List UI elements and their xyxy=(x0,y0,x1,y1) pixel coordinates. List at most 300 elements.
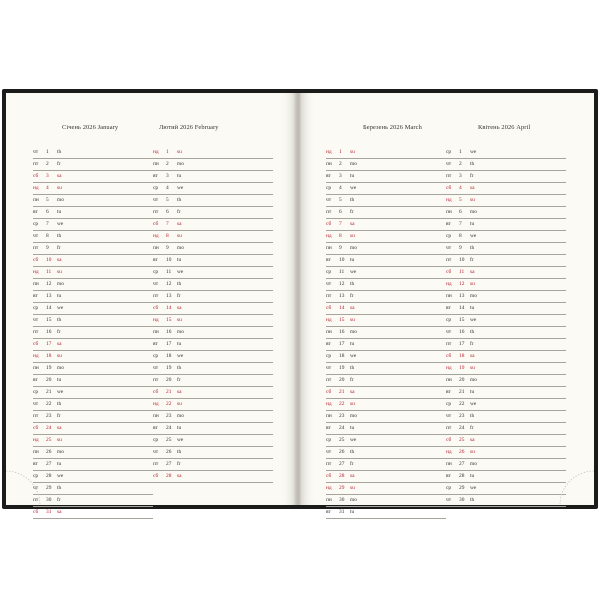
weekday-ua: нд xyxy=(33,185,39,191)
weekday-ua: сб xyxy=(33,257,39,263)
weekday-en: mo xyxy=(177,413,184,419)
weekday-en: su xyxy=(57,269,62,275)
weekday-ua: вт xyxy=(33,209,38,215)
weekday-ua: нд xyxy=(326,317,332,323)
day-list-april xyxy=(446,147,566,507)
weekday-en: th xyxy=(57,317,62,323)
weekday-en: tu xyxy=(57,377,62,383)
day-row xyxy=(326,243,446,255)
day-row xyxy=(326,159,446,171)
weekday-en: su xyxy=(350,317,355,323)
day-number: 1 xyxy=(459,149,462,155)
day-row xyxy=(33,147,153,159)
day-number: 9 xyxy=(459,245,462,251)
day-number: 31 xyxy=(46,509,52,515)
day-number: 4 xyxy=(46,185,49,191)
day-row xyxy=(33,243,153,255)
day-number: 12 xyxy=(459,281,465,287)
weekday-en: sa xyxy=(57,425,62,431)
day-number: 17 xyxy=(339,341,345,347)
weekday-en: th xyxy=(350,449,355,455)
day-row xyxy=(33,195,153,207)
day-number: 4 xyxy=(339,185,342,191)
day-number: 25 xyxy=(166,437,172,443)
weekday-en: sa xyxy=(470,437,475,443)
day-number: 1 xyxy=(46,149,49,155)
weekday-ua: чт xyxy=(326,449,332,455)
day-number: 20 xyxy=(339,377,345,383)
weekday-en: mo xyxy=(350,245,357,251)
day-number: 28 xyxy=(339,473,345,479)
weekday-ua: чт xyxy=(446,497,452,503)
day-number: 16 xyxy=(46,329,52,335)
weekday-ua: ср xyxy=(33,305,39,311)
day-number: 3 xyxy=(46,173,49,179)
day-row xyxy=(153,183,273,195)
day-row xyxy=(446,483,566,495)
day-row xyxy=(446,171,566,183)
weekday-ua: пт xyxy=(326,377,332,383)
weekday-ua: сб xyxy=(153,305,159,311)
day-number: 28 xyxy=(166,473,172,479)
weekday-ua: нд xyxy=(153,233,159,239)
day-row xyxy=(446,243,566,255)
day-row xyxy=(33,327,153,339)
day-row xyxy=(153,195,273,207)
weekday-ua: пн xyxy=(33,197,39,203)
day-number: 18 xyxy=(166,353,172,359)
day-row xyxy=(446,267,566,279)
weekday-ua: вт xyxy=(33,377,38,383)
weekday-en: sa xyxy=(470,269,475,275)
weekday-ua: нд xyxy=(33,437,39,443)
day-number: 9 xyxy=(166,245,169,251)
day-number: 22 xyxy=(339,401,345,407)
day-number: 2 xyxy=(459,161,462,167)
weekday-en: fr xyxy=(177,293,181,299)
day-row xyxy=(33,303,153,315)
weekday-en: fr xyxy=(350,293,354,299)
weekday-ua: сб xyxy=(153,473,159,479)
day-row xyxy=(326,219,446,231)
day-number: 26 xyxy=(166,449,172,455)
day-number: 17 xyxy=(166,341,172,347)
day-number: 6 xyxy=(339,209,342,215)
weekday-en: tu xyxy=(57,293,62,299)
weekday-ua: ср xyxy=(446,233,452,239)
day-row xyxy=(153,159,273,171)
day-number: 15 xyxy=(166,317,172,323)
weekday-ua: чт xyxy=(153,281,159,287)
weekday-en: sa xyxy=(57,341,62,347)
day-number: 18 xyxy=(459,353,465,359)
day-row xyxy=(153,339,273,351)
day-number: 15 xyxy=(339,317,345,323)
weekday-ua: пт xyxy=(153,209,159,215)
weekday-en: th xyxy=(177,365,182,371)
weekday-en: su xyxy=(177,317,182,323)
day-row xyxy=(33,267,153,279)
day-number: 11 xyxy=(459,269,465,275)
weekday-en: sa xyxy=(350,389,355,395)
day-row xyxy=(326,351,446,363)
weekday-en: th xyxy=(177,281,182,287)
weekday-en: sa xyxy=(350,305,355,311)
day-row xyxy=(33,459,153,471)
weekday-en: th xyxy=(177,449,182,455)
day-row xyxy=(153,303,273,315)
weekday-ua: пн xyxy=(153,413,159,419)
weekday-ua: чт xyxy=(153,365,159,371)
day-list-january xyxy=(33,147,153,519)
weekday-en: mo xyxy=(57,365,64,371)
month-title-march: Березень 2026 March xyxy=(363,124,422,131)
day-number: 18 xyxy=(339,353,345,359)
day-row xyxy=(33,447,153,459)
day-row xyxy=(153,423,273,435)
day-row xyxy=(33,351,153,363)
day-row xyxy=(33,279,153,291)
day-number: 13 xyxy=(459,293,465,299)
weekday-ua: ср xyxy=(326,185,332,191)
day-number: 10 xyxy=(459,257,465,263)
weekday-ua: нд xyxy=(33,269,39,275)
weekday-ua: пт xyxy=(33,161,39,167)
weekday-en: we xyxy=(350,269,357,275)
weekday-ua: нд xyxy=(326,401,332,407)
weekday-en: sa xyxy=(350,221,355,227)
day-row xyxy=(446,339,566,351)
weekday-ua: ср xyxy=(326,353,332,359)
weekday-ua: ср xyxy=(153,353,159,359)
weekday-ua: чт xyxy=(326,365,332,371)
day-row xyxy=(33,183,153,195)
day-number: 19 xyxy=(166,365,172,371)
weekday-en: fr xyxy=(350,461,354,467)
day-number: 28 xyxy=(46,473,52,479)
day-row xyxy=(153,207,273,219)
weekday-en: sa xyxy=(470,185,475,191)
day-number: 9 xyxy=(46,245,49,251)
day-row xyxy=(326,183,446,195)
weekday-en: we xyxy=(177,353,184,359)
weekday-ua: нд xyxy=(326,233,332,239)
day-row xyxy=(33,423,153,435)
day-row xyxy=(446,303,566,315)
weekday-en: fr xyxy=(470,341,474,347)
day-row xyxy=(446,363,566,375)
day-row xyxy=(153,291,273,303)
weekday-en: sa xyxy=(470,353,475,359)
day-number: 23 xyxy=(459,413,465,419)
weekday-en: th xyxy=(177,197,182,203)
weekday-en: fr xyxy=(470,425,474,431)
day-number: 8 xyxy=(339,233,342,239)
day-row xyxy=(153,243,273,255)
day-row xyxy=(446,471,566,483)
weekday-ua: пт xyxy=(33,497,39,503)
day-number: 22 xyxy=(46,401,52,407)
day-row xyxy=(326,327,446,339)
day-row xyxy=(326,339,446,351)
day-row xyxy=(326,363,446,375)
weekday-en: mo xyxy=(57,281,64,287)
day-number: 28 xyxy=(459,473,465,479)
day-row xyxy=(326,459,446,471)
day-row xyxy=(33,339,153,351)
weekday-en: fr xyxy=(177,209,181,215)
page-corner-ornament xyxy=(6,465,46,505)
day-row xyxy=(446,399,566,411)
day-number: 9 xyxy=(339,245,342,251)
day-row xyxy=(153,411,273,423)
weekday-en: th xyxy=(470,161,475,167)
weekday-en: we xyxy=(350,185,357,191)
weekday-ua: пн xyxy=(33,365,39,371)
day-row xyxy=(153,363,273,375)
weekday-ua: ср xyxy=(446,149,452,155)
day-number: 27 xyxy=(166,461,172,467)
day-number: 3 xyxy=(166,173,169,179)
day-row xyxy=(33,435,153,447)
weekday-en: th xyxy=(57,233,62,239)
weekday-en: sa xyxy=(177,389,182,395)
weekday-ua: ср xyxy=(153,269,159,275)
weekday-ua: пн xyxy=(33,281,39,287)
weekday-ua: ср xyxy=(33,221,39,227)
weekday-en: tu xyxy=(350,173,355,179)
day-row xyxy=(326,507,446,519)
day-row xyxy=(153,447,273,459)
day-number: 25 xyxy=(459,437,465,443)
weekday-ua: пт xyxy=(33,245,39,251)
day-number: 14 xyxy=(166,305,172,311)
day-number: 3 xyxy=(339,173,342,179)
weekday-ua: сб xyxy=(33,173,39,179)
weekday-en: we xyxy=(57,305,64,311)
day-row xyxy=(326,315,446,327)
weekday-ua: ср xyxy=(326,437,332,443)
day-number: 21 xyxy=(166,389,172,395)
weekday-en: tu xyxy=(470,389,475,395)
day-row xyxy=(326,147,446,159)
day-row xyxy=(153,459,273,471)
weekday-ua: вт xyxy=(326,173,331,179)
day-number: 27 xyxy=(459,461,465,467)
weekday-en: fr xyxy=(470,173,474,179)
day-row xyxy=(153,171,273,183)
weekday-ua: нд xyxy=(153,149,159,155)
weekday-ua: вт xyxy=(33,293,38,299)
day-number: 23 xyxy=(46,413,52,419)
weekday-en: mo xyxy=(350,497,357,503)
day-number: 7 xyxy=(166,221,169,227)
day-row xyxy=(326,279,446,291)
day-list-february xyxy=(153,147,273,483)
day-number: 20 xyxy=(459,377,465,383)
weekday-ua: пн xyxy=(33,449,39,455)
weekday-en: su xyxy=(470,197,475,203)
day-row xyxy=(153,387,273,399)
weekday-en: tu xyxy=(57,209,62,215)
day-number: 14 xyxy=(46,305,52,311)
day-number: 17 xyxy=(46,341,52,347)
weekday-ua: вт xyxy=(153,173,158,179)
day-row xyxy=(326,207,446,219)
weekday-ua: пт xyxy=(446,341,452,347)
day-number: 20 xyxy=(46,377,52,383)
weekday-en: we xyxy=(470,317,477,323)
day-number: 11 xyxy=(339,269,345,275)
day-number: 10 xyxy=(46,257,52,263)
weekday-en: sa xyxy=(177,305,182,311)
day-number: 24 xyxy=(339,425,345,431)
day-row xyxy=(153,267,273,279)
day-row xyxy=(33,411,153,423)
right-page xyxy=(301,93,594,515)
weekday-ua: пн xyxy=(326,497,332,503)
weekday-en: fr xyxy=(57,161,61,167)
weekday-en: th xyxy=(470,497,475,503)
day-row xyxy=(446,195,566,207)
weekday-ua: чт xyxy=(33,485,39,491)
weekday-en: sa xyxy=(57,173,62,179)
weekday-en: mo xyxy=(57,197,64,203)
day-number: 23 xyxy=(166,413,172,419)
day-row xyxy=(446,387,566,399)
day-row xyxy=(326,255,446,267)
day-row xyxy=(326,231,446,243)
weekday-ua: пт xyxy=(446,257,452,263)
weekday-ua: нд xyxy=(153,401,159,407)
weekday-ua: сб xyxy=(326,473,332,479)
weekday-ua: ср xyxy=(33,473,39,479)
day-number: 29 xyxy=(46,485,52,491)
day-row xyxy=(326,303,446,315)
day-row xyxy=(326,495,446,507)
weekday-en: we xyxy=(177,185,184,191)
weekday-en: mo xyxy=(177,161,184,167)
day-row xyxy=(153,279,273,291)
weekday-en: fr xyxy=(57,329,61,335)
weekday-en: mo xyxy=(57,449,64,455)
weekday-en: su xyxy=(350,149,355,155)
day-row xyxy=(446,291,566,303)
weekday-en: th xyxy=(470,245,475,251)
day-row xyxy=(153,351,273,363)
weekday-en: fr xyxy=(57,497,61,503)
weekday-en: su xyxy=(470,281,475,287)
day-row xyxy=(153,315,273,327)
weekday-en: fr xyxy=(57,413,61,419)
weekday-en: tu xyxy=(177,173,182,179)
day-row xyxy=(446,207,566,219)
weekday-ua: пн xyxy=(153,245,159,251)
weekday-en: mo xyxy=(470,209,477,215)
day-number: 12 xyxy=(166,281,172,287)
day-number: 19 xyxy=(459,365,465,371)
weekday-ua: пн xyxy=(446,209,452,215)
weekday-ua: пт xyxy=(33,413,39,419)
day-row xyxy=(153,471,273,483)
day-number: 10 xyxy=(339,257,345,263)
day-number: 2 xyxy=(166,161,169,167)
day-number: 12 xyxy=(339,281,345,287)
day-row xyxy=(446,351,566,363)
weekday-ua: чт xyxy=(446,413,452,419)
weekday-ua: сб xyxy=(446,185,452,191)
weekday-ua: чт xyxy=(326,197,332,203)
day-row xyxy=(33,207,153,219)
day-number: 25 xyxy=(339,437,345,443)
day-number: 3 xyxy=(459,173,462,179)
day-number: 18 xyxy=(46,353,52,359)
weekday-ua: ср xyxy=(446,401,452,407)
weekday-ua: сб xyxy=(33,509,39,515)
day-row xyxy=(326,399,446,411)
day-row xyxy=(446,219,566,231)
day-row xyxy=(446,411,566,423)
month-title-february: Лютий 2026 February xyxy=(159,124,219,131)
weekday-ua: вт xyxy=(33,461,38,467)
day-number: 24 xyxy=(46,425,52,431)
weekday-ua: пн xyxy=(446,461,452,467)
day-number: 19 xyxy=(46,365,52,371)
day-row xyxy=(446,495,566,507)
day-number: 7 xyxy=(459,221,462,227)
day-row xyxy=(446,147,566,159)
day-number: 5 xyxy=(166,197,169,203)
day-row xyxy=(33,315,153,327)
weekday-ua: ср xyxy=(33,389,39,395)
weekday-ua: пн xyxy=(326,329,332,335)
weekday-en: su xyxy=(470,365,475,371)
weekday-en: su xyxy=(350,485,355,491)
weekday-en: mo xyxy=(177,329,184,335)
weekday-en: su xyxy=(57,185,62,191)
day-number: 16 xyxy=(459,329,465,335)
weekday-ua: ср xyxy=(446,317,452,323)
day-row xyxy=(446,315,566,327)
weekday-en: tu xyxy=(177,425,182,431)
weekday-en: fr xyxy=(177,461,181,467)
day-number: 13 xyxy=(339,293,345,299)
day-number: 11 xyxy=(46,269,52,275)
day-number: 11 xyxy=(166,269,172,275)
weekday-ua: чт xyxy=(33,233,39,239)
day-row xyxy=(33,291,153,303)
weekday-ua: пн xyxy=(153,329,159,335)
weekday-en: fr xyxy=(177,377,181,383)
weekday-ua: нд xyxy=(446,281,452,287)
weekday-ua: вт xyxy=(326,257,331,263)
day-row xyxy=(153,435,273,447)
day-number: 24 xyxy=(459,425,465,431)
day-row xyxy=(446,159,566,171)
weekday-en: su xyxy=(177,401,182,407)
day-number: 22 xyxy=(459,401,465,407)
weekday-ua: нд xyxy=(446,449,452,455)
day-number: 5 xyxy=(339,197,342,203)
day-row xyxy=(326,447,446,459)
day-number: 6 xyxy=(166,209,169,215)
weekday-ua: пн xyxy=(326,413,332,419)
weekday-ua: пн xyxy=(153,161,159,167)
day-number: 5 xyxy=(459,197,462,203)
weekday-ua: сб xyxy=(33,341,39,347)
weekday-en: fr xyxy=(350,209,354,215)
weekday-ua: чт xyxy=(446,245,452,251)
